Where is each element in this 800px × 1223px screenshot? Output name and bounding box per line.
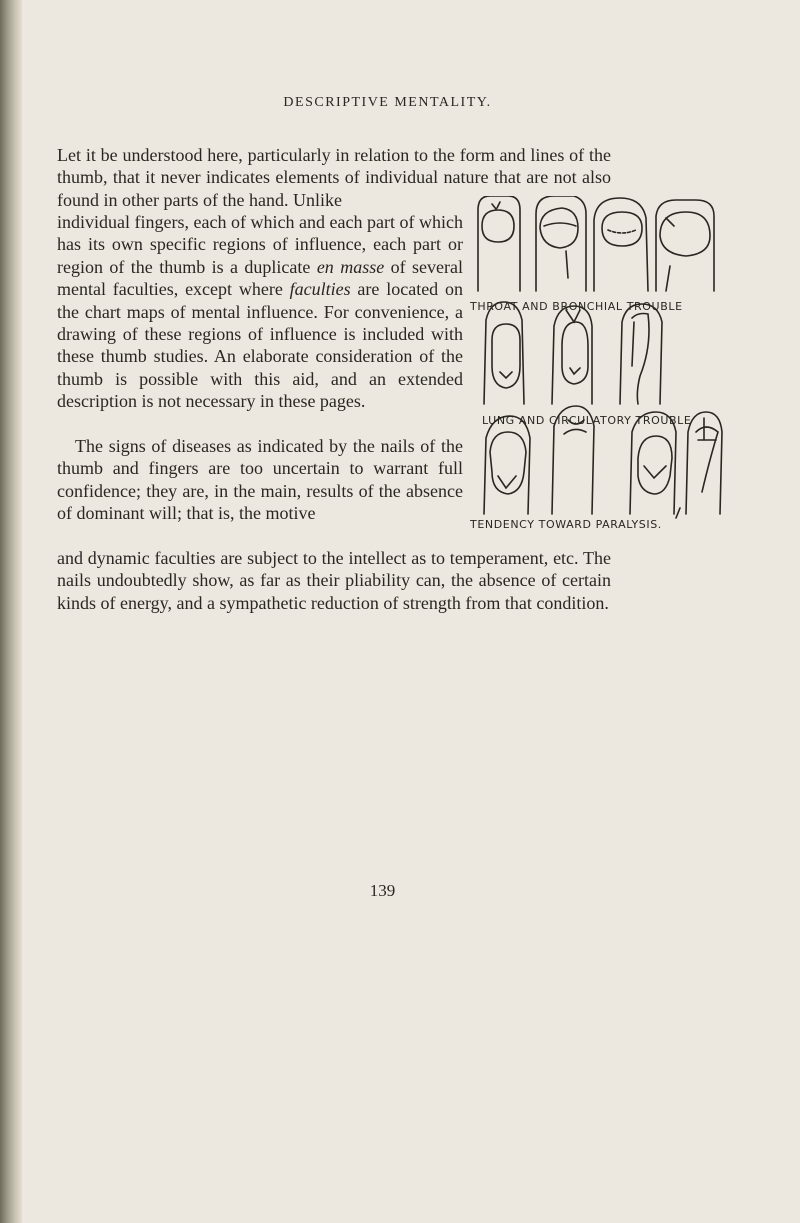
paragraph-1-continued [57,211,463,413]
emphasis-en-masse: en masse [316,256,385,277]
paragraph-2: The signs of diseases as indicated by the nails of the thumb and fingers are too uncertain to warrant full confidence; they are, in the main, results of the absence of dominant will; that is, the motive [57,436,463,524]
nail-figures [470,196,760,536]
paragraph-1-text-b: of several mental faculties, except where [57,256,463,300]
nail-drawing-row-2 [484,302,662,404]
paragraph-3: and dynamic faculties are subject to the intellect as to temperament, etc. The nails undoubtedly show, as far as their pliability can, the absence of certain kinds of energy, and a sympathetic reduction of strength from that condition. [57,548,611,613]
paragraph-1-opening: Let it be understood here, particularly in relation to the form and lines of the thumb, that it never indicates elements of individual nature that are not also found in other parts of the hand. Unlike [57,145,611,210]
emphasis-faculties: faculties [289,279,351,300]
figure-caption-3: TENDENCY TOWARD PARALYSIS. [470,518,662,531]
book-binding-edge [0,0,22,1223]
paragraph-1-text-a: individual fingers, each of which and each part of which has its own specific regions of influence, each part or region of the thumb is a duplicate [57,212,463,277]
figure-caption-1: THROAT AND BRONCHIAL TROUBLE [470,300,683,313]
page-number: 139 [369,881,396,900]
running-head: DESCRIPTIVE MENTALITY. [283,95,492,110]
nail-drawing-row-1 [478,196,714,291]
paragraph-1-text-c: are located on the chart maps of mental influence. For convenience, a drawing of these regions of influence is included with these thumb studies. An elaborate consideration of the thumb is possible with this aid, and an extended description is not necessary in these pages. [57,279,463,412]
nail-drawings [470,196,760,536]
figure-caption-2: LUNG AND CIRCULATORY TROUBLE [482,414,692,427]
